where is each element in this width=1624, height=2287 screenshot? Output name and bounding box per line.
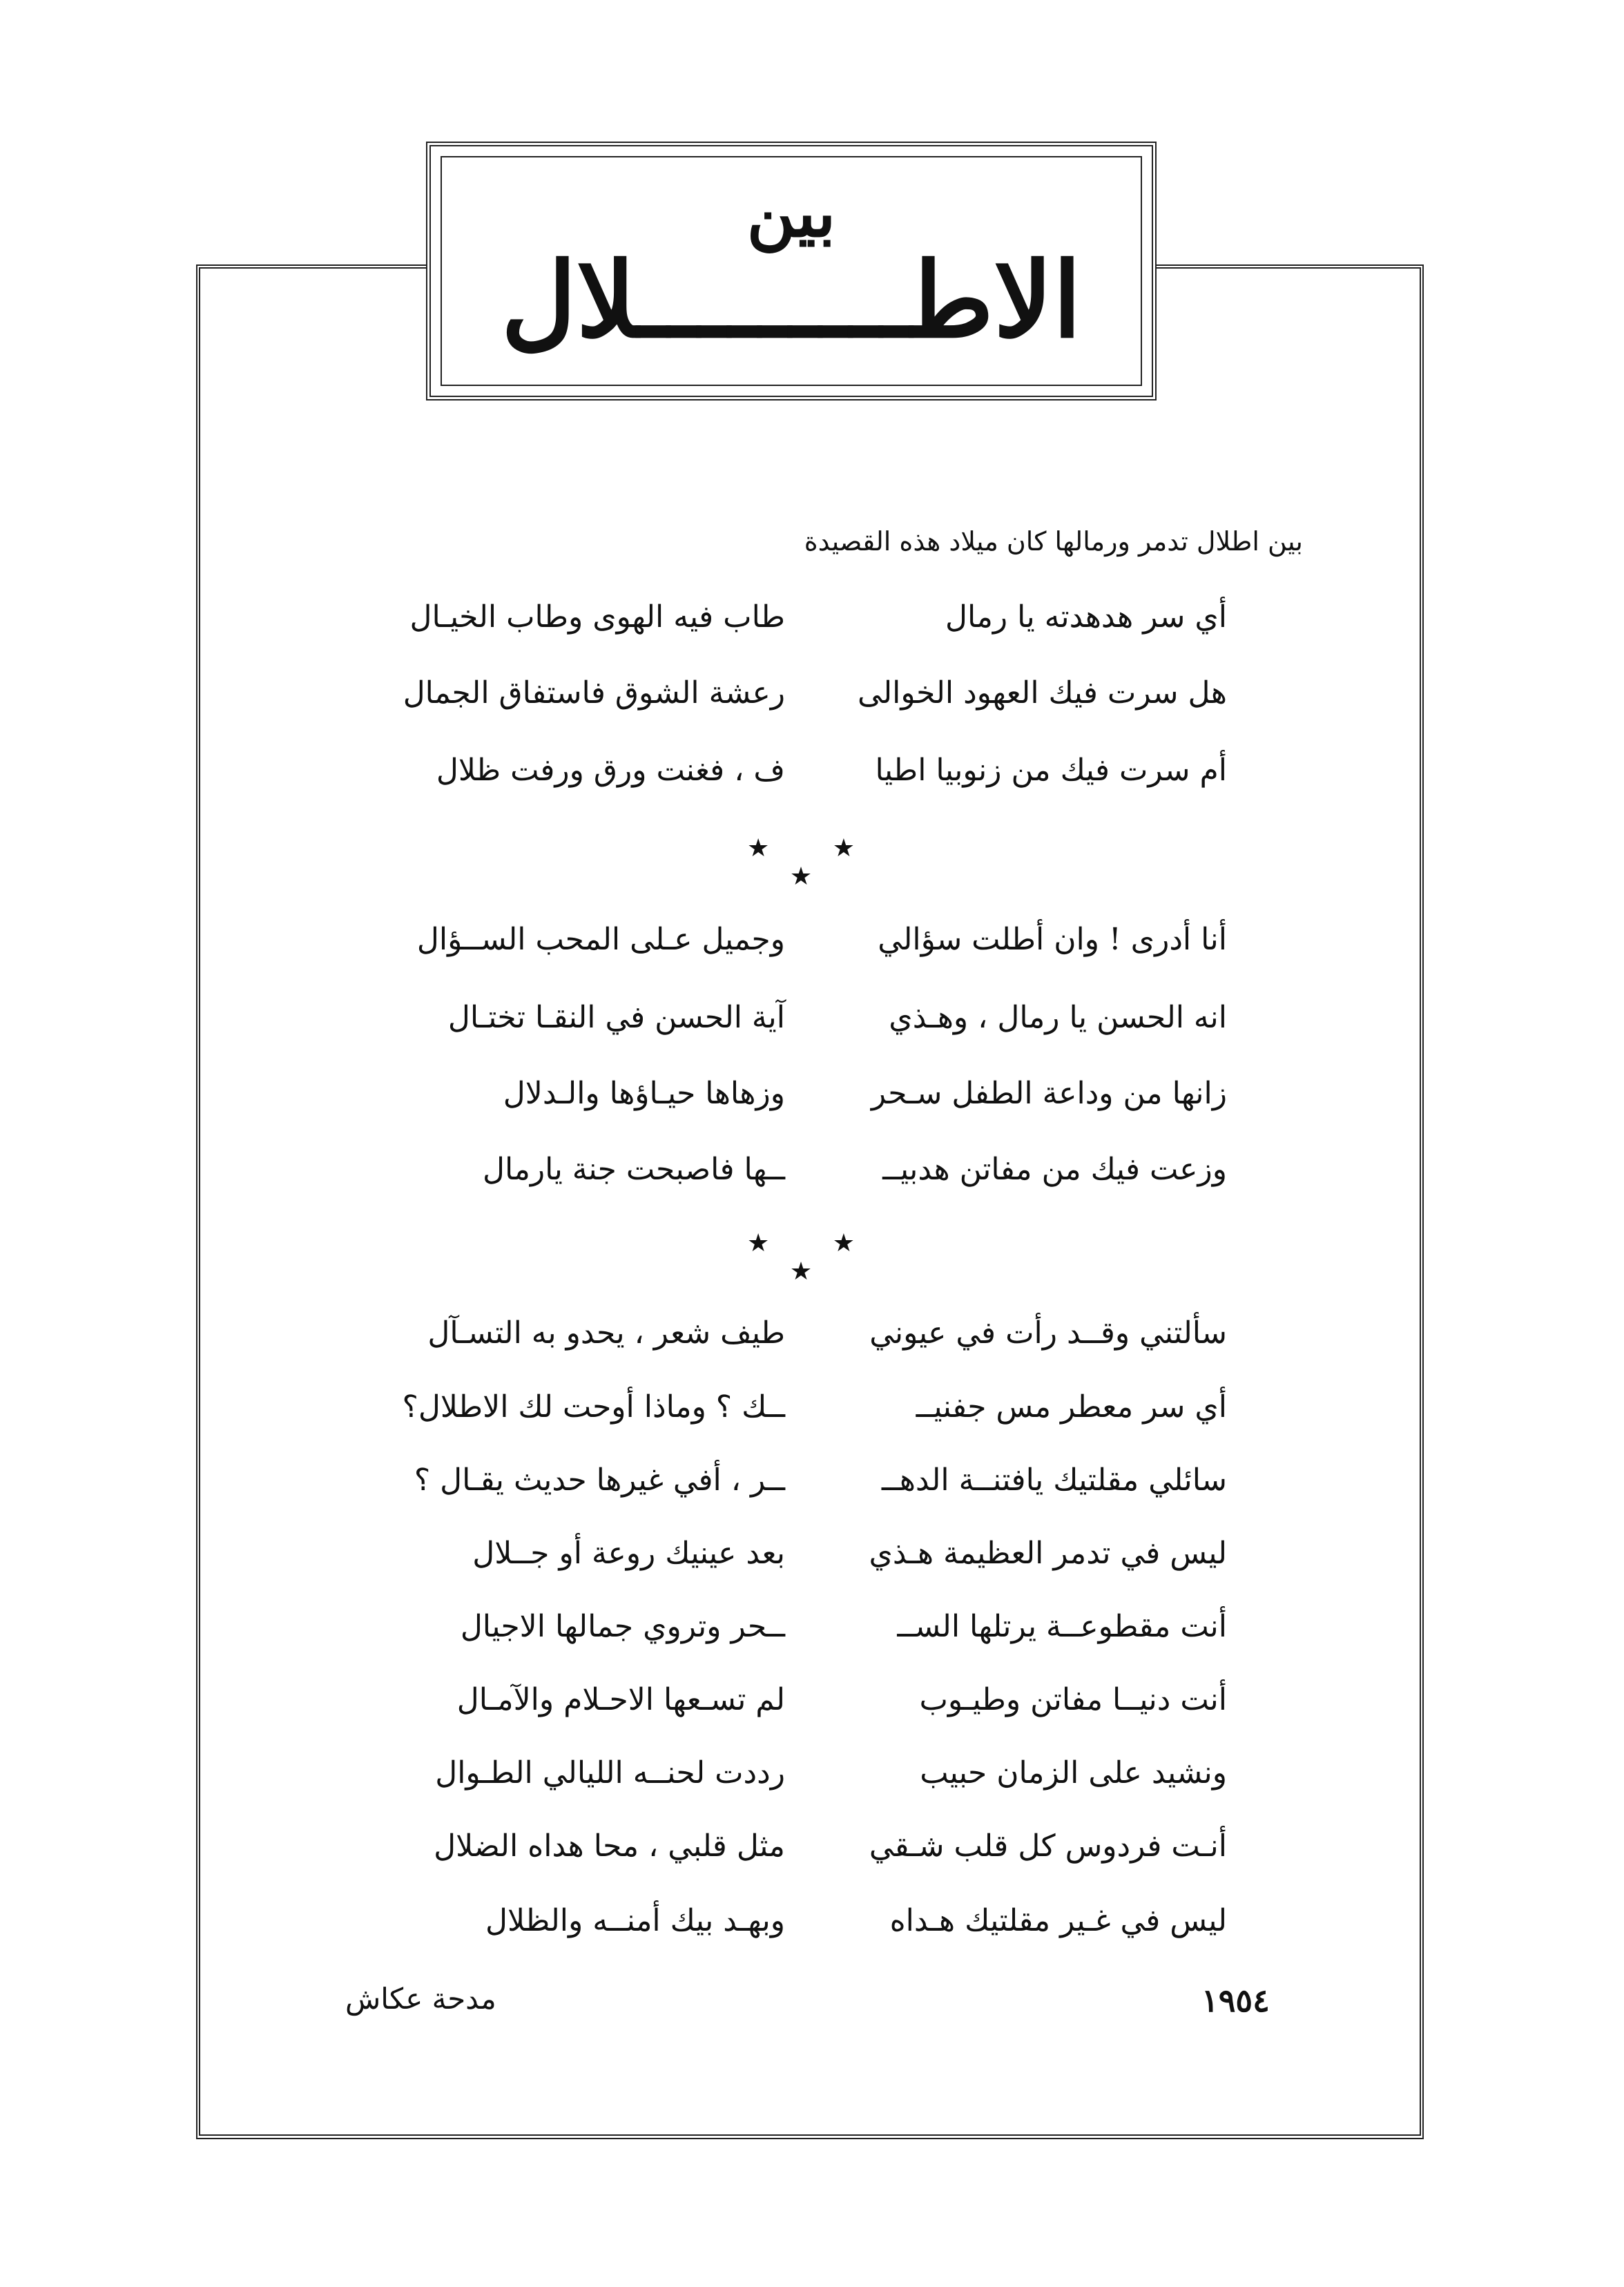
verse-line [0, 1315, 1624, 1364]
verse-first-hemistich: ونشيد على الزمان حبيب [920, 1755, 1227, 1791]
verse-second-hemistich: رددت لحنــه الليالي الطـوال [435, 1755, 785, 1791]
verse-second-hemistich: ــها فاصبحت جنة يارمال [482, 1152, 785, 1187]
poem-title: الاطـــــــــلال [501, 240, 1082, 361]
verse-second-hemistich: طيف شعر ، يحدو به التسـآل [427, 1315, 785, 1351]
verse-first-hemistich: أنا أدرى ! وان أطلت سؤالي [878, 922, 1227, 957]
verse-line [0, 1076, 1624, 1124]
verse-second-hemistich: ف ، فغنت ورق ورفت ظلال [436, 753, 785, 788]
verse-first-hemistich: وزعت فيك من مفاتن هدبيــ [882, 1152, 1227, 1187]
verse-first-hemistich: أنت مقطوعــة يرتلها الســ [897, 1609, 1227, 1644]
verse-line [0, 1755, 1624, 1804]
verse-first-hemistich: أي سر هدهدته يا رمال [945, 599, 1227, 635]
stanza-separator: ★ ★ ★ [747, 834, 882, 891]
verse-first-hemistich: ليس في تدمر العظيمة هـذي [869, 1536, 1227, 1571]
verse-line [0, 1536, 1624, 1584]
verse-second-hemistich: وجميل عـلى المحب الســؤال [416, 922, 785, 957]
verse-first-hemistich: سائلي مقلتيك يافتنــة الدهــ [881, 1463, 1227, 1498]
stanza-separator: ★ ★ ★ [747, 1229, 882, 1286]
verse-first-hemistich: سألتني وقــد رأت في عيوني [869, 1315, 1227, 1351]
verse-first-hemistich: أنت دنيــا مفاتن وطيـوب [919, 1682, 1227, 1717]
verse-line [0, 1000, 1624, 1048]
verse-line [0, 599, 1624, 648]
verse-first-hemistich: زانها من وداعة الطفل سـحر [871, 1076, 1227, 1111]
verse-first-hemistich: ليس في غـير مقلتيك هـداه [889, 1903, 1227, 1938]
verse-second-hemistich: وبهـد بيك أمنــه والظلال [485, 1903, 785, 1938]
verse-line [0, 675, 1624, 724]
verse-second-hemistich: بعد عينيك روعة أو جــلال [472, 1536, 785, 1571]
verse-line [0, 1903, 1624, 1951]
verse-first-hemistich: انه الحسن يا رمال ، وهـذي [889, 1000, 1227, 1035]
verse-second-hemistich: ــك ؟ وماذا أوحت لك الاطلال؟ [402, 1389, 785, 1425]
verse-second-hemistich: آية الحسن في النقـا تختـال [447, 1000, 785, 1035]
verse-line [0, 1152, 1624, 1200]
verse-first-hemistich: هل سرت فيك العهود الخوالى [858, 675, 1227, 711]
verse-line [0, 753, 1624, 801]
verse-second-hemistich: رعشة الشوق فاستفاق الجمال [403, 675, 785, 711]
verse-line [0, 922, 1624, 970]
verse-first-hemistich: أنـت فردوس كل قلب شـقي [869, 1828, 1227, 1864]
verse-line [0, 1389, 1624, 1438]
verse-second-hemistich: وزهاها حيـاؤها والـدلال [503, 1076, 785, 1111]
title-box [426, 142, 1157, 401]
verse-line [0, 1682, 1624, 1730]
intro-note: بين اطلال تدمر ورمالها كان ميلاد هذه القصيدة [804, 526, 1303, 557]
verse-line [0, 1463, 1624, 1511]
verse-second-hemistich: طاب فيه الهوى وطاب الخيـال [409, 599, 785, 635]
verse-second-hemistich: مثل قلبي ، محا هداه الضلال [434, 1828, 785, 1864]
verse-first-hemistich: أي سر معطر مس جفنيــ [916, 1389, 1227, 1425]
verse-line [0, 1828, 1624, 1877]
title-top-word: بين [746, 174, 836, 252]
author-name: مدحة عكاش [345, 1982, 496, 2016]
verse-second-hemistich: ــر ، أفي غيرها حديث يقـال ؟ [414, 1463, 785, 1498]
verse-line [0, 1609, 1624, 1657]
verse-second-hemistich: ــحر وتروي جمالها الاجيال [460, 1609, 785, 1644]
publication-year: ١٩٥٤ [1201, 1982, 1270, 2019]
verse-second-hemistich: لم تسـعها الاحـلام والآمـال [456, 1682, 785, 1717]
verse-first-hemistich: أم سرت فيك من زنوبيا اطيا [875, 753, 1227, 788]
